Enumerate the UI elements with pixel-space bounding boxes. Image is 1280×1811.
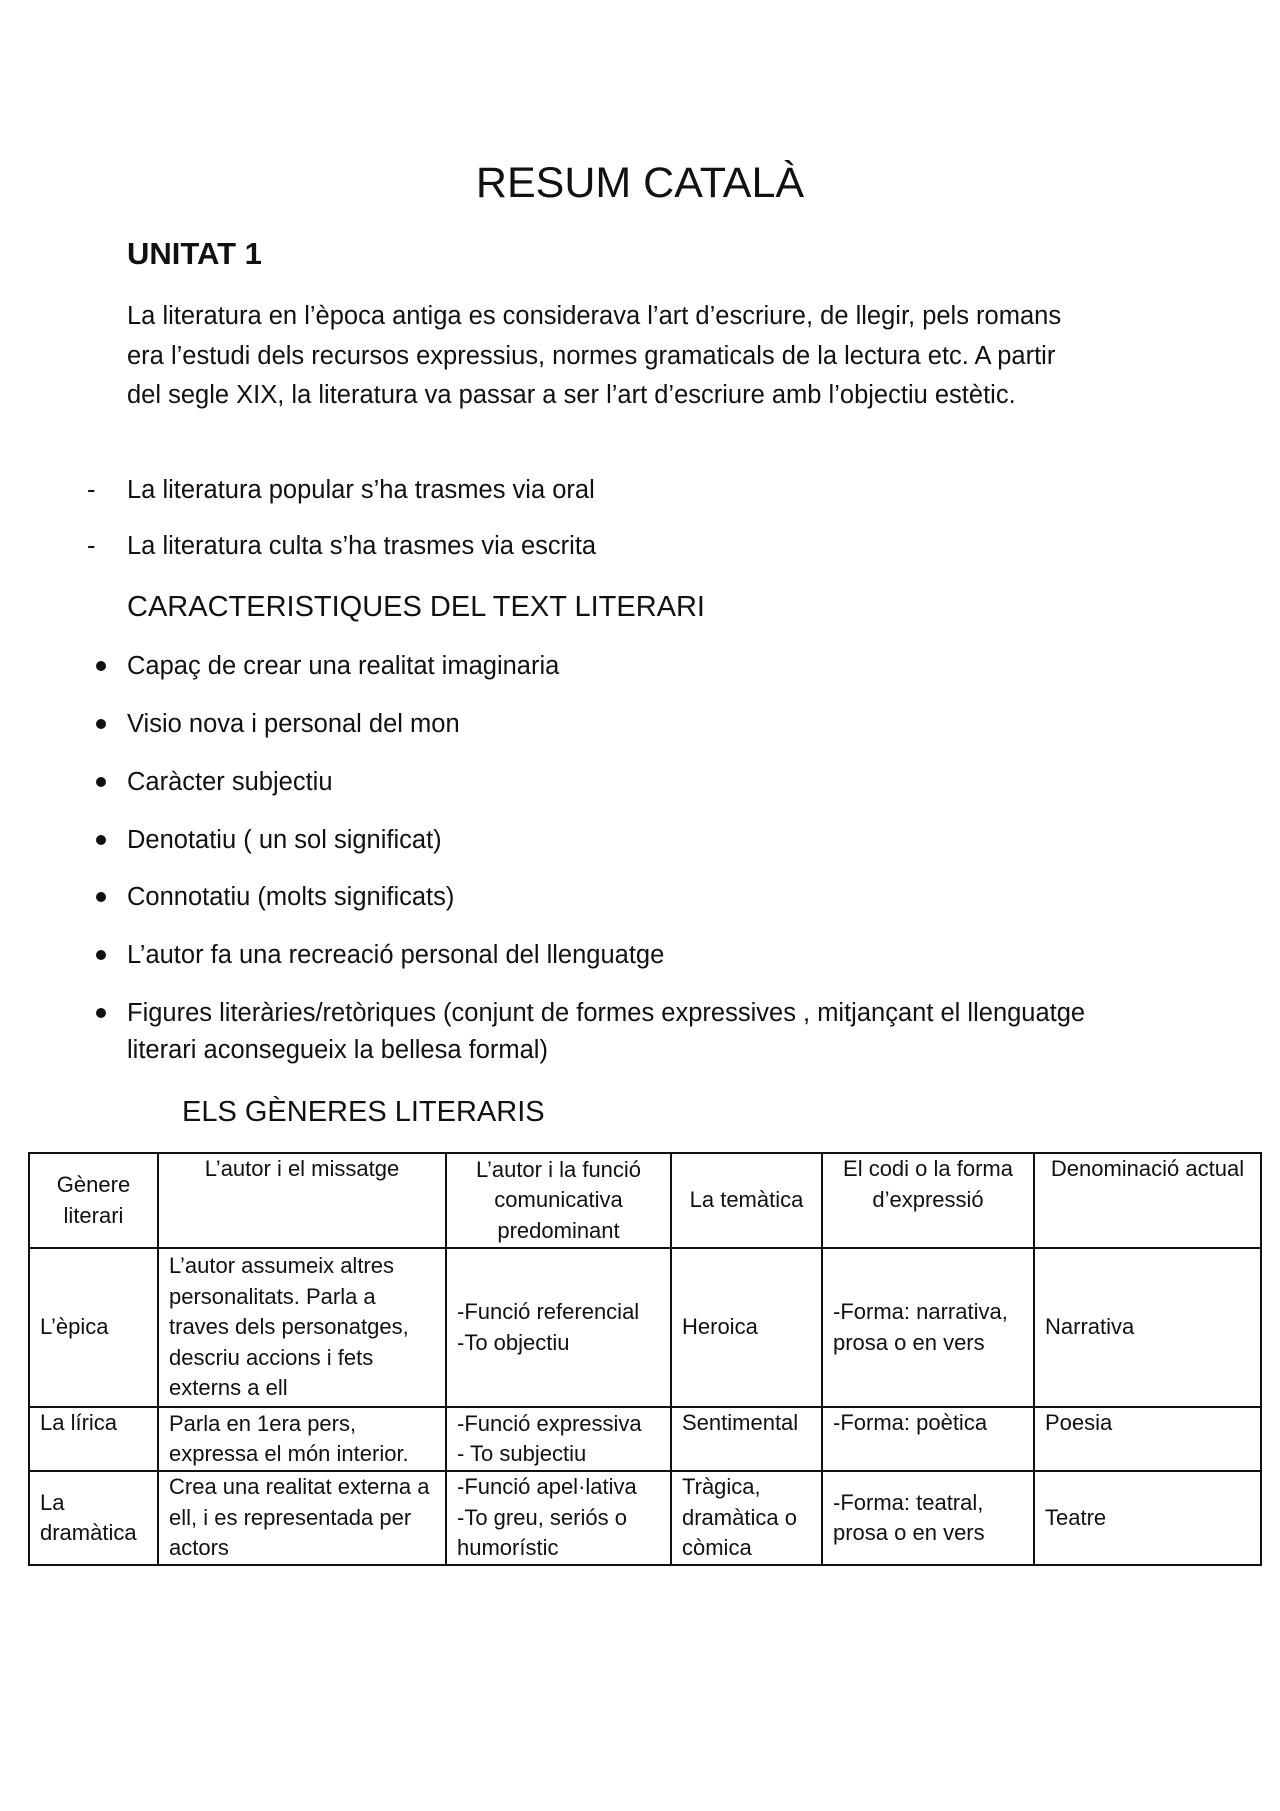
cell-genre: La lírica [29,1407,158,1471]
bullet-item [127,764,1087,801]
cell-function-line: -Funció referencial [457,1299,640,1324]
cell-message: L’autor assumeix altres personalitats. Parla a traves dels personatges, descriu accions i fets externs a ell [158,1248,446,1407]
cell-function [446,1248,671,1407]
bullet-item [127,879,1087,916]
dash-list-item-text: La literatura popular s’ha trasmes via oral [127,476,595,504]
table-row [29,1471,1261,1565]
cell-theme: Heroica [671,1248,822,1407]
cell-form: -Forma: poètica [822,1407,1034,1471]
cell-function-line: - To subjectiu [457,1441,587,1466]
column-header-theme: La temàtica [671,1153,822,1248]
cell-message: Parla en 1era pers, expressa el món interior. [158,1407,446,1471]
dash-list-item [87,528,597,564]
bullet-dot-icon [96,719,106,729]
bullet-dot-icon [96,777,106,787]
cell-function-line: -To objectiu [457,1329,570,1355]
cell-name: Poesia [1034,1407,1261,1471]
cell-message: Crea una realitat externa a ell, i es representada per actors [158,1471,446,1565]
cell-genre: L’èpica [29,1248,158,1407]
cell-genre: La dramàtica [29,1471,158,1565]
intro-paragraph: La literatura en l’època antiga es considerava l’art d’escriure, de llegir, pels romans era l’estudi dels recursos expressius, normes gramaticals de la lectura etc. A partir del segle XIX, la literatura va passar a ser l’art d’escriure amb l’objectiu estètic. [127,302,1062,409]
table-header-row [29,1153,1261,1248]
bullet-dot-icon [96,835,106,845]
column-header-name: Denominació actual [1034,1153,1261,1248]
cell-form: -Forma: narrativa, prosa o en vers [822,1248,1034,1407]
bullet-item [127,822,1087,859]
page-title: RESUM CATALÀ [475,159,805,207]
bullet-item [127,995,1087,1069]
cell-function [446,1407,671,1471]
cell-function-line: -To greu, seriós o humorístic [457,1504,627,1561]
cell-name: Teatre [1034,1471,1261,1565]
bullet-item-text: Caràcter subjectiu [127,768,333,796]
cell-theme: Tràgica, dramàtica o còmica [671,1471,822,1565]
cell-theme: Sentimental [671,1407,822,1471]
bullet-dot-icon [96,950,106,960]
bullet-item-text: Capaç de crear una realitat imaginaria [127,652,560,680]
unit-heading: UNITAT 1 [127,236,262,271]
bullet-item [127,648,1087,685]
column-header-genre: Gènere literari [29,1153,158,1248]
characteristics-heading: CARACTERISTIQUES DEL TEXT LITERARI [127,591,705,623]
dash-list-item [87,472,595,508]
bullet-item-text: L’autor fa una recreació personal del llenguatge [127,941,665,969]
dash-marker: - [87,476,96,504]
bullet-dot-icon [96,892,106,902]
cell-function-line: -Funció expressiva [457,1410,642,1436]
genres-table [28,1152,1262,1566]
cell-function-line: -Funció apel·lativa [457,1474,637,1500]
bullet-dot-icon [96,661,106,671]
column-header-message: L’autor i el missatge [158,1153,446,1248]
bullet-item-text: Denotatiu ( un sol significat) [127,826,442,854]
bullet-item [127,706,1087,743]
genres-heading: ELS GÈNERES LITERARIS [182,1096,545,1128]
cell-form: -Forma: teatral, prosa o en vers [822,1471,1034,1565]
bullet-item [127,937,1087,974]
bullet-item-text: Visio nova i personal del mon [127,710,460,738]
cell-name: Narrativa [1034,1248,1261,1407]
dash-marker: - [87,532,96,560]
column-header-form: El codi o la forma d’expressió [822,1153,1034,1248]
bullet-dot-icon [96,1008,106,1018]
bullet-item-text: Figures literàries/retòriques (conjunt de formes expressives , mitjançant el llenguatge literari aconsegueix la bellesa formal) [127,999,1086,1064]
column-header-function: L’autor i la funció comunicativa predominant [446,1153,671,1248]
cell-function [446,1471,671,1565]
table-row [29,1248,1261,1407]
dash-list-item-text: La literatura culta s’ha trasmes via escrita [127,532,597,560]
bullet-item-text: Connotatiu (molts significats) [127,883,455,911]
table-row [29,1407,1261,1471]
